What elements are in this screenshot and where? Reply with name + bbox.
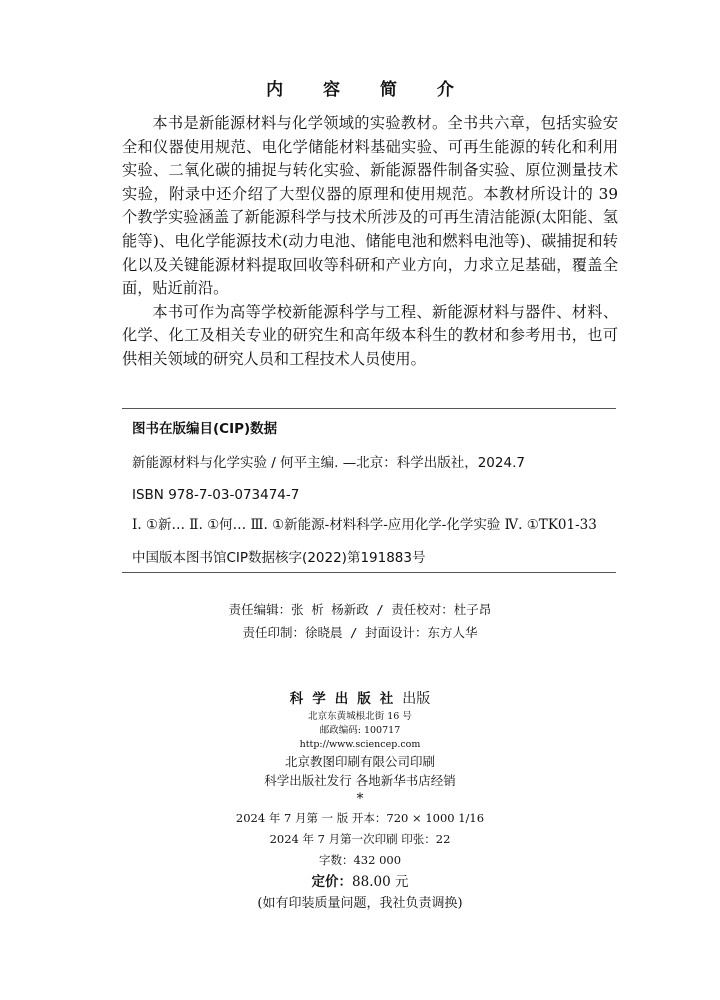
summary-paragraph: 本书是新能源材料与化学领域的实验教材。全书共六章，包括实验安全和仪器使用规范、电化学储能材料基础实验、可再生能源的转化和利用实验、二氧化碳的捕捉与转化实验、新能源器件制备实验、原位测量技术实验，附录中还介绍了大型仪器的原理和使用规范。本教材所设计的 39 个教学实验涵盖了新能源科学与技术所涉及的可再生清洁能源(太阳能、氢能等)、电化学能源技术(动力电池、储能电池和燃料电池等)、碳捕捉和转化以及关键能源材料提取回收等科研和产业方向，力求立足基础，覆盖全面，贴近前沿。 — [122, 114, 618, 298]
summary-section — [122, 112, 618, 372]
publisher-suffix: 出版 — [402, 691, 431, 707]
printing-info: 2024 年 7 月第一次印刷 印张：22 — [269, 832, 451, 846]
credits-editors: 责任编辑：张 析 杨新政 / 责任校对：杜子昂 — [228, 602, 492, 617]
publisher-address: 北京东黄城根北街 16 号 — [308, 711, 412, 722]
price-label: 定价： — [311, 874, 353, 890]
printer: 北京教图印刷有限公司印刷 — [284, 754, 435, 769]
quality-note: (如有印装质量问题，我社负责调换) — [257, 896, 463, 911]
cip-check-number: 中国版本图书馆CIP数据核字(2022)第191883号 — [132, 550, 426, 566]
colophon — [0, 688, 720, 915]
cip-classification: Ⅰ. ①新… Ⅱ. ①何… Ⅲ. ①新能源-材料科学-应用化学-化学实验 Ⅳ. ①TK01-33 — [132, 517, 597, 533]
price-value: 88.00 元 — [352, 874, 409, 890]
summary-paragraph: 本书可作为高等学校新能源科学与工程、新能源材料与器件、材料、化学、化工及相关专业的研究生和高年级本科生的教材和参考用书，也可供相关领域的研究人员和工程技术人员使用。 — [122, 302, 618, 368]
publisher-line — [0, 688, 720, 710]
distribution: 科学出版社发行 各地新华书店经销 — [264, 773, 456, 788]
separator-star: * — [356, 791, 364, 807]
credits — [0, 598, 720, 644]
cip-isbn: ISBN 978-7-03-073474-7 — [132, 487, 300, 503]
price — [0, 871, 720, 893]
cip-block — [122, 408, 616, 573]
publisher-website: http://www.sciencep.com — [299, 739, 421, 750]
word-count: 字数：432 000 — [318, 853, 402, 867]
credits-production: 责任印制：徐晓晨 / 封面设计：东方人华 — [242, 625, 478, 640]
publisher-postcode: 邮政编码: 100717 — [319, 725, 401, 736]
page-title: 内 容 简 介 — [266, 80, 471, 100]
publisher-name: 科学出版社 — [289, 691, 403, 707]
cip-heading: 图书在版编目(CIP)数据 — [132, 421, 278, 437]
cip-book-info: 新能源材料与化学实验 / 何平主编. —北京：科学出版社，2024.7 — [132, 455, 525, 471]
edition-info: 2024 年 7 月第 一 版 开本：720 × 1000 1/16 — [235, 811, 485, 825]
